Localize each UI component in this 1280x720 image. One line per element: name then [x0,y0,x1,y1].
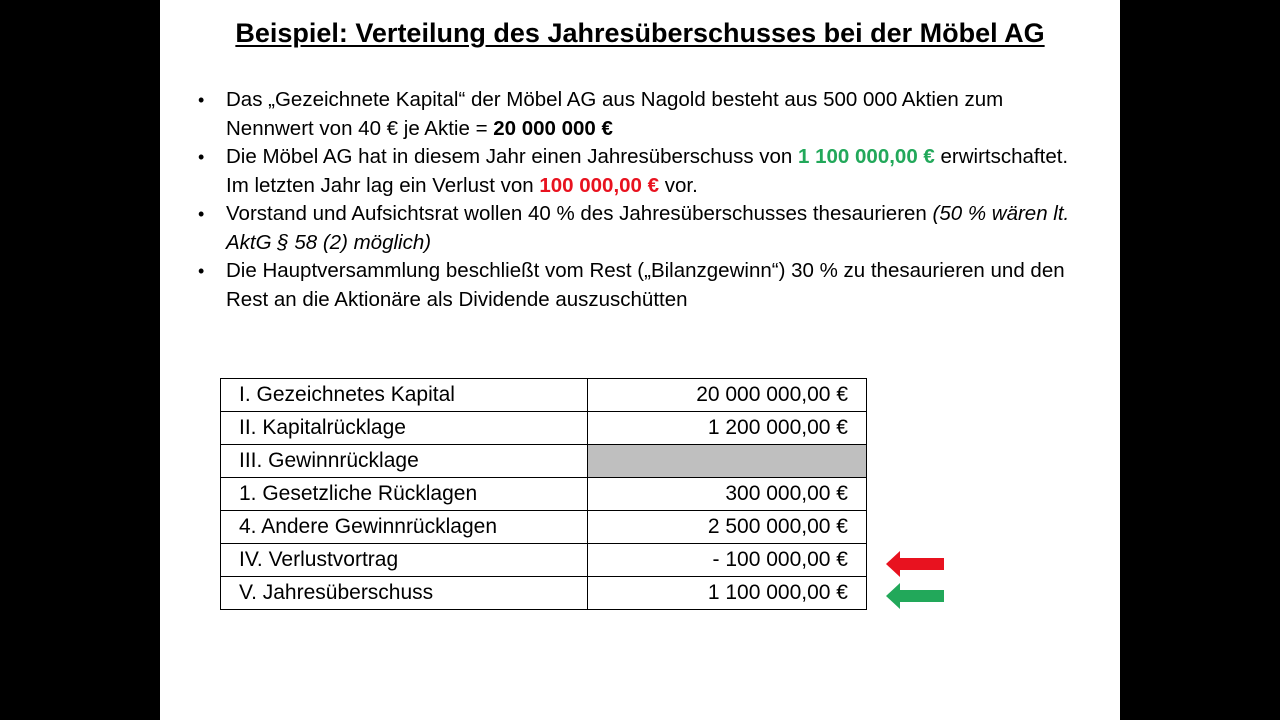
slide [160,0,1120,720]
table-row [221,577,867,610]
bullet-item [198,200,1078,257]
bullet-text: Das „Gezeichnete Kapital“ der Möbel AG aus Nagold besteht aus 500 000 Aktien zum Nennwert von 40 € je Aktie = [226,88,1004,140]
bullet-list [198,86,1078,314]
table-row [221,379,867,412]
row-label: III. Gewinnrücklage [221,445,588,478]
table-row [221,445,867,478]
left-arrow-red-icon [886,551,944,577]
row-value-empty [588,445,867,478]
surplus-amount: 1 100 000,00 € [798,145,935,168]
loss-amount: 100 000,00 € [539,173,660,197]
bullet-item [198,86,1078,143]
bullet-text: Die Möbel AG hat in diesem Jahr einen Jahresüberschuss von [226,145,799,168]
row-value: 300 000,00 € [588,478,867,511]
bullet-item [198,143,1078,200]
table-row [221,544,867,577]
row-value: 20 000 000,00 € [588,379,867,412]
row-value: 2 500 000,00 € [588,511,867,544]
bullet-item [198,257,1078,314]
row-value: - 100 000,00 € [588,544,867,577]
bullet-text: erwirtschaftet. Im letzten Jahr lag ein Verlust von [226,145,1069,197]
bullet-dot-icon: • [198,147,205,167]
bullet-text: vor. [659,173,698,197]
row-value: 1 100 000,00 € [588,577,867,610]
bullet-dot-icon: • [198,261,205,281]
table-row [221,478,867,511]
equity-table [220,378,867,610]
table-row [221,412,867,445]
slide-title: Beispiel: Verteilung des Jahresüberschusses bei der Möbel AG [235,18,1045,48]
table-row [221,511,867,544]
row-label: IV. Verlustvortrag [221,544,588,577]
left-arrow-green-icon [886,583,944,609]
row-label: 1. Gesetzliche Rücklagen [221,478,588,511]
bullet-text: Die Hauptversammlung beschließt vom Rest („Bilanzgewinn“) 30 % zu thesaurieren und den Rest an die Aktionäre als Dividende auszuschütten [226,259,1065,311]
row-label: II. Kapitalrücklage [221,412,588,445]
legal-note: (50 % wären lt. AktG § 58 (2) möglich) [226,202,1070,254]
bullet-text: Vorstand und Aufsichtsrat wollen 40 % des Jahresüberschusses thesaurieren [226,202,933,225]
row-label: V. Jahresüberschuss [221,577,588,610]
row-label: I. Gezeichnetes Kapital [221,379,588,412]
bullet-dot-icon: • [198,90,205,110]
row-value: 1 200 000,00 € [588,412,867,445]
bullet-dot-icon: • [198,204,205,224]
row-label: 4. Andere Gewinnrücklagen [221,511,588,544]
capital-total: 20 000 000 € [493,116,613,140]
